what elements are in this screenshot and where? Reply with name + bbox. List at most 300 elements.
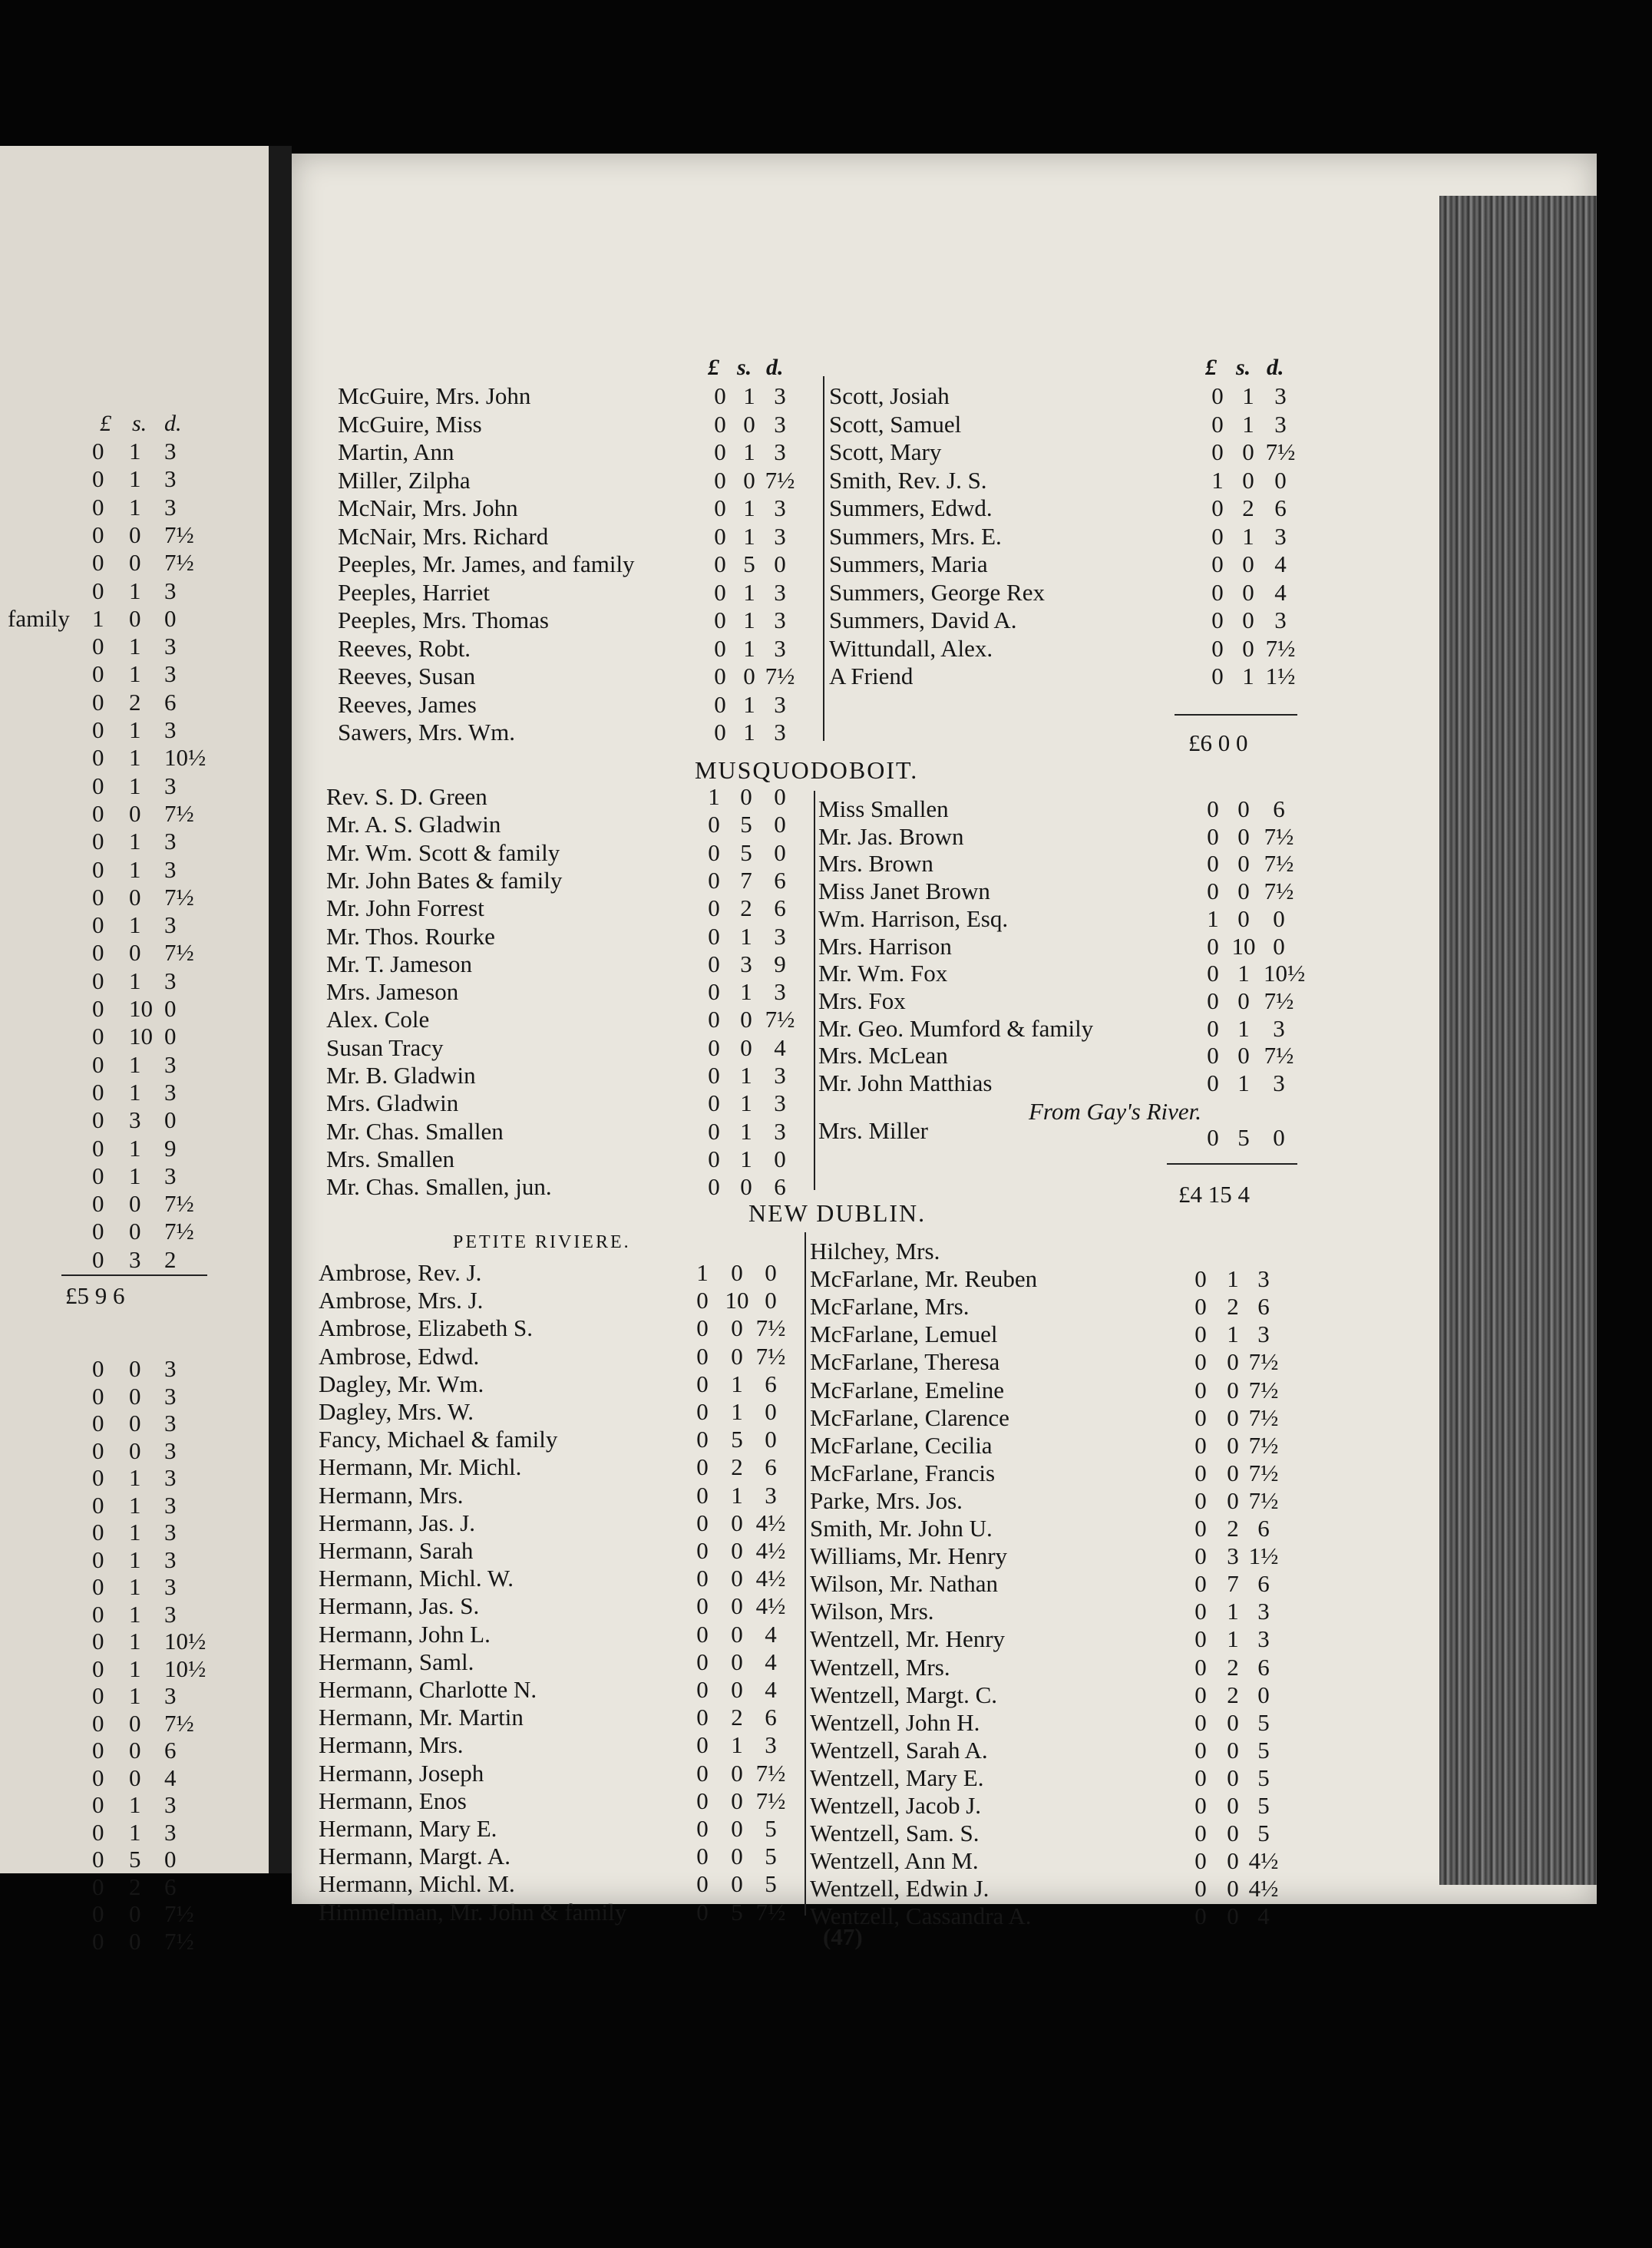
entry-name: Wentzell, Mr. Henry [810,1625,1006,1653]
amount-cell: 0 [731,1592,743,1620]
entry-name: Scott, Mary [829,438,942,465]
amount-cell: 0 [1211,550,1224,577]
amount-cell: 3 [164,1162,177,1189]
amount-cell: 7½ [1264,850,1294,878]
column-head: d. [1267,355,1284,380]
amount-cell: 0 [1207,932,1219,960]
amount-cell: 7½ [755,1759,786,1787]
amount-cell: 7 [740,866,752,894]
amount-cell: 0 [1194,1265,1207,1293]
amount-cell: 0 [1273,932,1285,960]
amount-cell: 3 [164,772,177,799]
entry-name: Wilson, Mr. Nathan [810,1570,999,1598]
amount-cell: 0 [1207,1124,1219,1151]
entry-name: Mrs. Miller [818,1117,928,1144]
amount-cell: 3 [164,1519,177,1546]
amount-cell: 1 [743,690,755,718]
entry-name: Wentzell, John H. [810,1708,980,1736]
column-head: d. [164,411,182,436]
amount-cell: 0 [129,1355,141,1382]
entry-name: Hermann, Sarah [319,1537,474,1564]
amount-cell: 1 [1227,1625,1239,1653]
amount-cell: 10 [129,1023,153,1050]
amount-cell: 1 [708,783,720,810]
amount-cell: 3 [164,1573,177,1600]
column-head: s. [737,355,752,380]
amount-cell: 5 [740,811,752,838]
amount-cell: 1 [129,1655,141,1682]
amount-cell: 0 [743,410,755,438]
amount-cell: 3 [774,978,786,1006]
amount-cell: 0 [1194,1792,1207,1819]
amount-cell: 0 [1207,850,1219,878]
amount-cell: 0 [92,1900,104,1927]
amount-cell: 3 [765,1481,777,1509]
amount-cell: 0 [92,633,104,660]
entry-name: Fancy, Michael & family [319,1426,558,1453]
amount-cell: 3 [164,493,177,521]
entry-name: A Friend [829,663,914,689]
amount-cell: 2 [1242,494,1254,521]
amount-cell: 3 [774,438,786,465]
amount-cell: 1 [129,967,141,994]
entry-name: McGuire, Miss [338,410,482,438]
amount-cell: 0 [708,978,720,1006]
amount-cell: 7 [1227,1570,1239,1598]
amount-cell: 0 [714,550,726,577]
entry-name: Wentzell, Sam. S. [810,1820,980,1847]
amount-cell: 5 [1237,1124,1250,1151]
section-title: NEW DUBLIN. [748,1199,927,1227]
amount-cell: 1 [731,1481,743,1509]
amount-cell: 0 [696,1481,709,1509]
amount-cell: 1 [696,1259,709,1286]
amount-cell: 1 [1242,522,1254,550]
entry-name: Williams, Mr. Henry [810,1542,1008,1570]
amount-cell: 0 [92,1546,104,1573]
amount-cell: 0 [696,1370,709,1397]
amount-cell: 4 [1274,578,1287,606]
entry-name: Mr. T. Jameson [326,950,473,977]
amount-cell: 3 [164,1682,177,1709]
amount-cell: 3 [164,855,177,883]
amount-cell: 3 [129,1245,141,1273]
amount-cell: 0 [740,783,752,810]
amount-cell: 0 [92,772,104,799]
amount-cell: 5 [1257,1764,1270,1791]
amount-cell: 0 [92,1078,104,1106]
entry-name: McNair, Mrs. Richard [338,522,549,550]
amount-cell: 10 [1231,932,1256,960]
entry-name: Sawers, Mrs. Wm. [338,719,516,745]
amount-cell: 0 [731,1787,743,1814]
amount-cell: 0 [92,577,104,604]
amount-cell: 0 [92,493,104,521]
amount-cell: 1 [129,1519,141,1546]
amount-cell: 4½ [755,1509,786,1536]
amount-cell: 0 [1194,1403,1207,1431]
column-head: s. [1236,355,1251,380]
amount-cell: 7½ [1264,822,1294,850]
amount-cell: 1 [129,1546,141,1573]
amount-cell: 3 [774,922,786,950]
amount-cell: 1 [129,828,141,855]
amount-cell: 0 [1227,1376,1239,1403]
amount-cell: 5 [731,1426,743,1453]
amount-cell: 0 [92,1162,104,1189]
amount-cell: 0 [1242,578,1254,606]
amount-cell: 7½ [164,1709,194,1737]
amount-cell: 4 [1257,1903,1270,1930]
amount-cell: 1 [731,1370,743,1397]
entry-name: Martin, Ann [338,438,454,465]
amount-cell: 1 [129,493,141,521]
amount-cell: 3 [774,382,786,409]
amount-cell: 7½ [164,521,194,548]
amount-cell: 1 [129,1600,141,1628]
amount-cell: 0 [92,1600,104,1628]
amount-cell: 7½ [164,799,194,827]
amount-cell: 0 [696,1398,709,1425]
amount-cell: 0 [1237,850,1250,878]
amount-cell: 0 [696,1509,709,1536]
amount-cell: 6 [774,1173,786,1201]
entry-name: Miss Janet Brown [818,878,990,905]
amount-cell: 3 [164,1491,177,1519]
column-head: d. [766,355,784,380]
amount-cell: 0 [92,911,104,939]
entry-name: McGuire, Mrs. John [338,382,531,409]
amount-cell: 0 [92,521,104,548]
amount-cell: 6 [1257,1515,1270,1542]
entry-name: Reeves, Robt. [338,634,471,662]
amount-cell: 1 [129,577,141,604]
entry-name: Hermann, Jas. J. [319,1509,476,1536]
amount-cell: 0 [708,1033,720,1061]
amount-cell: 7½ [1248,1486,1279,1514]
amount-cell: 0 [1194,1764,1207,1791]
amount-cell: 1 [129,1162,141,1189]
amount-cell: 0 [92,1709,104,1737]
amount-cell: 0 [708,1089,720,1117]
amount-cell: 6 [774,866,786,894]
amount-cell: 0 [714,382,726,409]
amount-cell: 5 [1257,1736,1270,1764]
gays-river-caption: From Gay's River. [1029,1098,1202,1125]
amount-cell: 1½ [1265,663,1296,689]
amount-cell: 0 [1242,438,1254,465]
amount-cell: 0 [129,883,141,911]
total-rule [1175,714,1297,716]
amount-cell: 3 [164,1464,177,1491]
amount-cell: 0 [92,1791,104,1818]
amount-cell: 0 [696,1620,709,1648]
amount-cell: 6 [774,894,786,922]
amount-cell: 0 [164,1023,177,1050]
entry-name: Mr. Chas. Smallen [326,1117,504,1145]
amount-cell: 0 [129,1900,141,1927]
entry-name: Dagley, Mr. Wm. [319,1370,484,1397]
amount-cell: 0 [92,549,104,577]
amount-cell: 1 [129,1464,141,1491]
amount-cell: 0 [731,1565,743,1592]
amount-cell: 1 [1237,960,1250,987]
entry-name: Peeples, Mr. James, and family [338,550,635,577]
entry-name: Wentzell, Sarah A. [810,1736,988,1764]
amount-cell: 0 [1257,1681,1270,1708]
amount-cell: 0 [774,838,786,866]
amount-cell: 0 [714,438,726,465]
amount-cell: 0 [714,494,726,521]
amount-cell: 0 [765,1398,777,1425]
amount-cell: 0 [696,1787,709,1814]
amount-cell: 0 [92,1382,104,1410]
amount-cell: 3 [164,438,177,464]
amount-cell: 0 [1237,1042,1250,1069]
amount-cell: 7½ [164,883,194,911]
amount-cell: 1 [129,1791,141,1818]
amount-cell: 0 [92,883,104,911]
amount-cell: 0 [92,967,104,994]
entry-name: Mr. John Bates & family [326,866,563,894]
amount-cell: 1 [129,1078,141,1106]
amount-cell: 4 [164,1764,177,1791]
amount-cell: 0 [1207,1014,1219,1042]
amount-cell: 9 [164,1134,177,1162]
amount-cell: 0 [1207,960,1219,987]
amount-cell: 4 [765,1676,777,1703]
amount-cell: 0 [92,1355,104,1382]
amount-cell: 1 [1242,382,1254,409]
amount-cell: 0 [92,1218,104,1245]
entry-name: Mr. B. Gladwin [326,1062,476,1089]
amount-cell: 1 [743,578,755,606]
amount-cell: 0 [92,1573,104,1600]
amount-cell: 0 [92,995,104,1022]
amount-cell: 7½ [164,549,194,577]
amount-cell: 1 [129,1050,141,1078]
amount-cell: 0 [1227,1792,1239,1819]
amount-cell: 5 [765,1870,777,1898]
amount-cell: 0 [1211,410,1224,438]
entry-name: Ambrose, Mrs. J. [319,1287,484,1314]
amount-cell: 0 [708,1117,720,1145]
amount-cell: 1 [731,1731,743,1759]
amount-cell: 10 [725,1287,749,1314]
amount-cell: 0 [1227,1903,1239,1930]
amount-cell: 1 [129,744,141,772]
amount-cell: 0 [1207,987,1219,1014]
amount-cell: 0 [92,1628,104,1655]
entry-name: McNair, Mrs. John [338,494,518,521]
entry-name: Hermann, Mr. Michl. [319,1453,522,1481]
amount-cell: 0 [1237,822,1250,850]
amount-cell: 0 [129,521,141,548]
amount-cell: 6 [1257,1293,1270,1321]
entry-name: Hilchey, Mrs. [810,1238,940,1264]
amount-cell: 0 [1207,822,1219,850]
amount-cell: 7½ [164,1927,194,1955]
amount-cell: 0 [1227,1486,1239,1514]
entry-name: Wentzell, Jacob J. [810,1792,982,1819]
amount-cell: 3 [774,522,786,550]
amount-cell: 0 [696,1342,709,1370]
amount-cell: 0 [1207,1042,1219,1069]
amount-cell: 0 [708,1062,720,1089]
amount-cell: 7½ [164,1218,194,1245]
amount-cell: 0 [731,1509,743,1536]
amount-cell: 0 [1194,1486,1207,1514]
entry-name: Wentzell, Mary E. [810,1764,984,1791]
amount-cell: 0 [92,799,104,827]
amount-cell: 0 [765,1426,777,1453]
amount-cell: 3 [774,1117,786,1145]
amount-cell: 0 [696,1870,709,1898]
amount-cell: 0 [708,1145,720,1172]
entry-name: Ambrose, Rev. J. [319,1259,482,1286]
amount-cell: 0 [1227,1459,1239,1486]
amount-cell: 10 [129,995,153,1022]
amount-cell: 6 [164,1737,177,1764]
amount-cell: 1 [1227,1265,1239,1293]
entry-name: Hermann, Mrs. [319,1731,464,1759]
amount-cell: 0 [708,1173,720,1201]
entry-name: Wittundall, Alex. [829,634,993,662]
amount-cell: 1 [1242,410,1254,438]
amount-cell: 0 [1237,904,1250,932]
amount-cell: 0 [1194,1681,1207,1708]
amount-cell: 5 [129,1846,141,1873]
amount-cell: 3 [164,1355,177,1382]
amount-cell: 3 [774,1062,786,1089]
amount-cell: 0 [743,466,755,494]
amount-cell: 3 [1273,1069,1285,1096]
entry-name: Smith, Rev. J. S. [829,466,987,494]
entry-name: Reeves, James [338,690,477,718]
amount-cell: 0 [92,1106,104,1134]
amount-cell: 10½ [1264,960,1306,987]
amount-cell: 0 [1227,1431,1239,1459]
amount-cell: 0 [696,1843,709,1870]
amount-cell: 0 [92,1410,104,1436]
amount-cell: 0 [708,950,720,977]
amount-cell: 0 [1211,438,1224,465]
amount-cell: 5 [1257,1708,1270,1736]
amount-cell: 0 [92,716,104,743]
amount-cell: 0 [92,939,104,967]
entry-name: Mrs. Harrison [818,932,952,960]
entry-name: Hermann, Michl. M. [319,1870,515,1898]
amount-cell: 3 [774,719,786,745]
amount-cell: 0 [708,922,720,950]
amount-cell: 0 [696,1287,709,1314]
amount-cell: 6 [1257,1653,1270,1681]
amount-cell: 1 [1242,663,1254,689]
amount-cell: 0 [714,578,726,606]
amount-cell: 2 [164,1245,177,1273]
amount-cell: 0 [129,1709,141,1737]
amount-cell: 7½ [1248,1431,1279,1459]
column-divider [805,1232,806,1916]
amount-cell: 3 [164,465,177,493]
section-title: MUSQUODOBOIT. [695,756,919,784]
amount-cell: 7½ [1265,634,1296,662]
amount-cell: 0 [92,1134,104,1162]
column-head: £ [1205,355,1217,380]
entry-name: Mr. Chas. Smallen, jun. [326,1173,552,1201]
amount-cell: 0 [1194,1903,1207,1930]
entry-name: Ambrose, Edwd. [319,1342,480,1370]
entry-name: Hermann, Charlotte N. [319,1676,537,1703]
amount-cell: 0 [696,1565,709,1592]
amount-cell: 6 [164,688,177,716]
section-total: £5 9 6 [65,1282,125,1309]
amount-cell: 4½ [1248,1875,1279,1903]
amount-cell: 1 [129,716,141,743]
entry-name: Wentzell, Margt. C. [810,1681,998,1708]
amount-cell: 0 [696,1731,709,1759]
amount-cell: 0 [1194,1542,1207,1570]
entry-name: Wentzell, Mrs. [810,1653,950,1681]
amount-cell: 2 [731,1704,743,1731]
entry-name: Alex. Cole [326,1006,430,1033]
entry-name: Hermann, Mrs. [319,1481,464,1509]
amount-cell: 1 [129,1628,141,1655]
amount-cell: 1 [743,438,755,465]
amount-cell: 7½ [164,939,194,967]
amount-cell: 0 [714,410,726,438]
column-head: £ [100,411,111,436]
amount-cell: 0 [1194,1293,1207,1321]
amount-cell: 0 [708,838,720,866]
amount-cell: 4½ [755,1565,786,1592]
amount-cell: 0 [1211,494,1224,521]
amount-cell: 0 [774,550,786,577]
amount-cell: 1 [740,1062,752,1089]
amount-cell: 3 [164,1818,177,1846]
amount-cell: 0 [1227,1736,1239,1764]
entry-name: Miss Smallen [818,795,949,822]
amount-cell: 0 [1211,522,1224,550]
entry-name: Hermann, Enos [319,1787,467,1814]
amount-cell: 0 [714,719,726,745]
amount-cell: 7½ [164,1900,194,1927]
amount-cell: 2 [740,894,752,922]
entry-name: McFarlane, Francis [810,1459,996,1486]
amount-cell: 1½ [1248,1542,1279,1570]
entry-name: Wentzell, Edwin J. [810,1875,990,1903]
amount-cell: 1 [129,633,141,660]
amount-cell: 1 [740,1145,752,1172]
entry-name: Summers, Maria [829,550,988,577]
amount-cell: 3 [774,578,786,606]
amount-cell: 0 [740,1173,752,1201]
entry-name: Peeples, Harriet [338,578,490,606]
amount-cell: 1 [743,634,755,662]
amount-cell: 5 [1257,1820,1270,1847]
amount-cell: 3 [164,1382,177,1410]
amount-cell: 0 [714,522,726,550]
amount-cell: 0 [1194,1321,1207,1348]
amount-cell: 0 [731,1815,743,1842]
amount-cell: 0 [714,634,726,662]
amount-cell: 0 [164,604,177,632]
amount-cell: 0 [1194,1736,1207,1764]
amount-cell: 7½ [1264,878,1294,905]
amount-cell: 4 [1274,550,1287,577]
section-subtitle: PETITE RIVIERE. [453,1232,631,1252]
amount-cell: 1 [129,1573,141,1600]
